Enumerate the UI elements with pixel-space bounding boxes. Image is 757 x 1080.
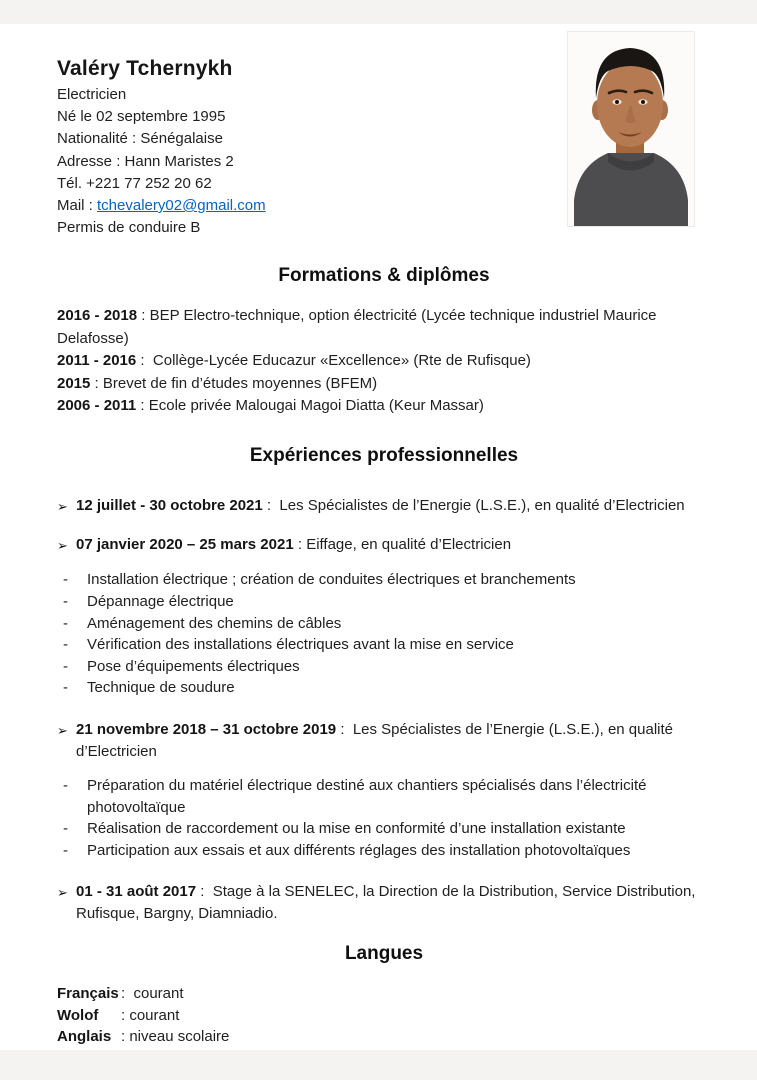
dash-bullet: - <box>63 777 68 795</box>
task-item <box>57 591 711 613</box>
dash-bullet: - <box>63 571 68 589</box>
task-text: Préparation du matériel électrique destiné aux chantiers spécialisés dans l’électricité photovoltaïque <box>87 777 647 816</box>
langue-level: : niveau scolaire <box>121 1028 230 1046</box>
task-text: Vérification des installations électriques avant la mise en service <box>87 636 514 654</box>
phone-line: Tél. +221 77 252 20 62 <box>57 174 212 192</box>
experience-desc: : Les Spécialistes de l’Energie (L.S.E.), en qualité d’Electricien <box>262 497 685 515</box>
formations-heading: Formations & diplômes <box>278 265 490 287</box>
page-top-edge <box>0 0 757 24</box>
langue-label: Wolof <box>57 1006 99 1024</box>
experience-dates: 07 janvier 2020 – 25 mars 2021 <box>76 536 294 554</box>
arrow-bullet-icon: ➢ <box>57 538 68 554</box>
task-item <box>57 677 711 699</box>
langue-row <box>57 1026 711 1048</box>
experience-entry <box>57 881 711 925</box>
task-item <box>57 840 711 862</box>
task-list <box>57 569 711 699</box>
dash-bullet: - <box>63 593 68 611</box>
task-item <box>57 818 711 840</box>
task-text: Aménagement des chemins de câbles <box>87 614 342 632</box>
arrow-bullet-icon: ➢ <box>57 723 68 739</box>
langues-heading: Langues <box>344 943 424 965</box>
experience-entry <box>57 495 711 518</box>
task-text: Installation électrique ; création de conduites électriques et branchements <box>87 571 576 589</box>
formation-dates: 2015 <box>57 374 91 392</box>
task-text: Pose d’équipements électriques <box>87 657 300 675</box>
experience-dates: 21 novembre 2018 – 31 octobre 2019 <box>76 721 337 739</box>
portrait-illustration <box>568 32 694 226</box>
mail-label: Mail : <box>57 197 98 215</box>
experience-desc: : Les Spécialistes de l’Energie (L.S.E.), en qualité d’Electricien <box>76 721 678 761</box>
birth-line: Né le 02 septembre 1995 <box>57 108 226 126</box>
formation-dates: 2016 - 2018 <box>57 307 138 325</box>
langue-row <box>57 983 711 1005</box>
address-line: Adresse : Hann Maristes 2 <box>57 152 234 170</box>
page-bottom-edge <box>0 1050 757 1080</box>
cv-header <box>57 54 711 239</box>
task-item <box>57 613 711 635</box>
experience-entry <box>57 534 711 557</box>
email-link[interactable]: tchevalery02@gmail.com <box>97 197 266 215</box>
langue-level: : courant <box>121 1006 180 1024</box>
arrow-bullet-icon: ➢ <box>57 885 68 901</box>
arrow-bullet-icon: ➢ <box>57 499 68 515</box>
task-text: Technique de soudure <box>87 679 235 697</box>
formation-text: : BEP Electro-technique, option électricité (Lycée technique industriel Maurice Delafosse) <box>57 307 661 347</box>
task-item <box>57 634 711 656</box>
experience-desc: : Eiffage, en qualité d’Electricien <box>293 536 512 554</box>
profile-photo <box>568 32 694 226</box>
experience-dates: 12 juillet - 30 octobre 2021 <box>76 497 263 515</box>
langues-list <box>57 983 711 1048</box>
experience-text <box>76 881 711 925</box>
task-list <box>57 775 711 861</box>
nationality-line: Nationalité : Sénégalaise <box>57 130 223 148</box>
formation-text: : Ecole privée Malougai Magoi Diatta (Keur Massar) <box>136 397 484 415</box>
langue-label: Français <box>57 985 119 1003</box>
dash-bullet: - <box>63 657 68 675</box>
formation-item <box>57 395 711 417</box>
experience-dates: 01 - 31 août 2017 <box>76 883 197 901</box>
langue-label: Anglais <box>57 1028 112 1046</box>
langue-row <box>57 1005 711 1027</box>
formations-list <box>57 305 711 417</box>
formation-text: : Collège-Lycée Educazur «Excellence» (Rte de Rufisque) <box>136 352 531 370</box>
task-text: Dépannage électrique <box>87 593 234 611</box>
dash-bullet: - <box>63 636 68 654</box>
experience-text <box>76 495 711 518</box>
formation-item <box>57 305 711 350</box>
formation-dates: 2006 - 2011 <box>57 397 137 415</box>
person-job-title: Electricien <box>57 86 127 103</box>
formation-text: : Brevet de fin d’études moyennes (BFEM) <box>90 374 378 392</box>
experience-text <box>76 719 711 763</box>
task-text: Réalisation de raccordement ou la mise en conformité d’une installation existante <box>87 820 626 838</box>
experiences-heading: Expériences professionnelles <box>249 445 519 467</box>
formation-dates: 2011 - 2016 <box>57 352 137 370</box>
task-item <box>57 656 711 678</box>
langue-level: : courant <box>121 985 184 1003</box>
task-text: Participation aux essais et aux différents réglages des installation photovoltaïques <box>87 841 631 859</box>
formation-item <box>57 373 711 395</box>
driving-permit-line: Permis de conduire B <box>57 219 201 237</box>
task-item <box>57 569 711 591</box>
dash-bullet: - <box>63 841 68 859</box>
experience-entry <box>57 719 711 763</box>
person-name: Valéry Tchernykh <box>57 57 233 80</box>
experience-desc: : Stage à la SENELEC, la Direction de la Distribution, Service Distribution, Rufisque, Bargny, Diamniadio. <box>76 883 700 923</box>
formation-item <box>57 350 711 372</box>
dash-bullet: - <box>63 614 68 632</box>
dash-bullet: - <box>63 679 68 697</box>
experience-text <box>76 534 711 557</box>
dash-bullet: - <box>63 820 68 838</box>
task-item <box>57 775 711 818</box>
